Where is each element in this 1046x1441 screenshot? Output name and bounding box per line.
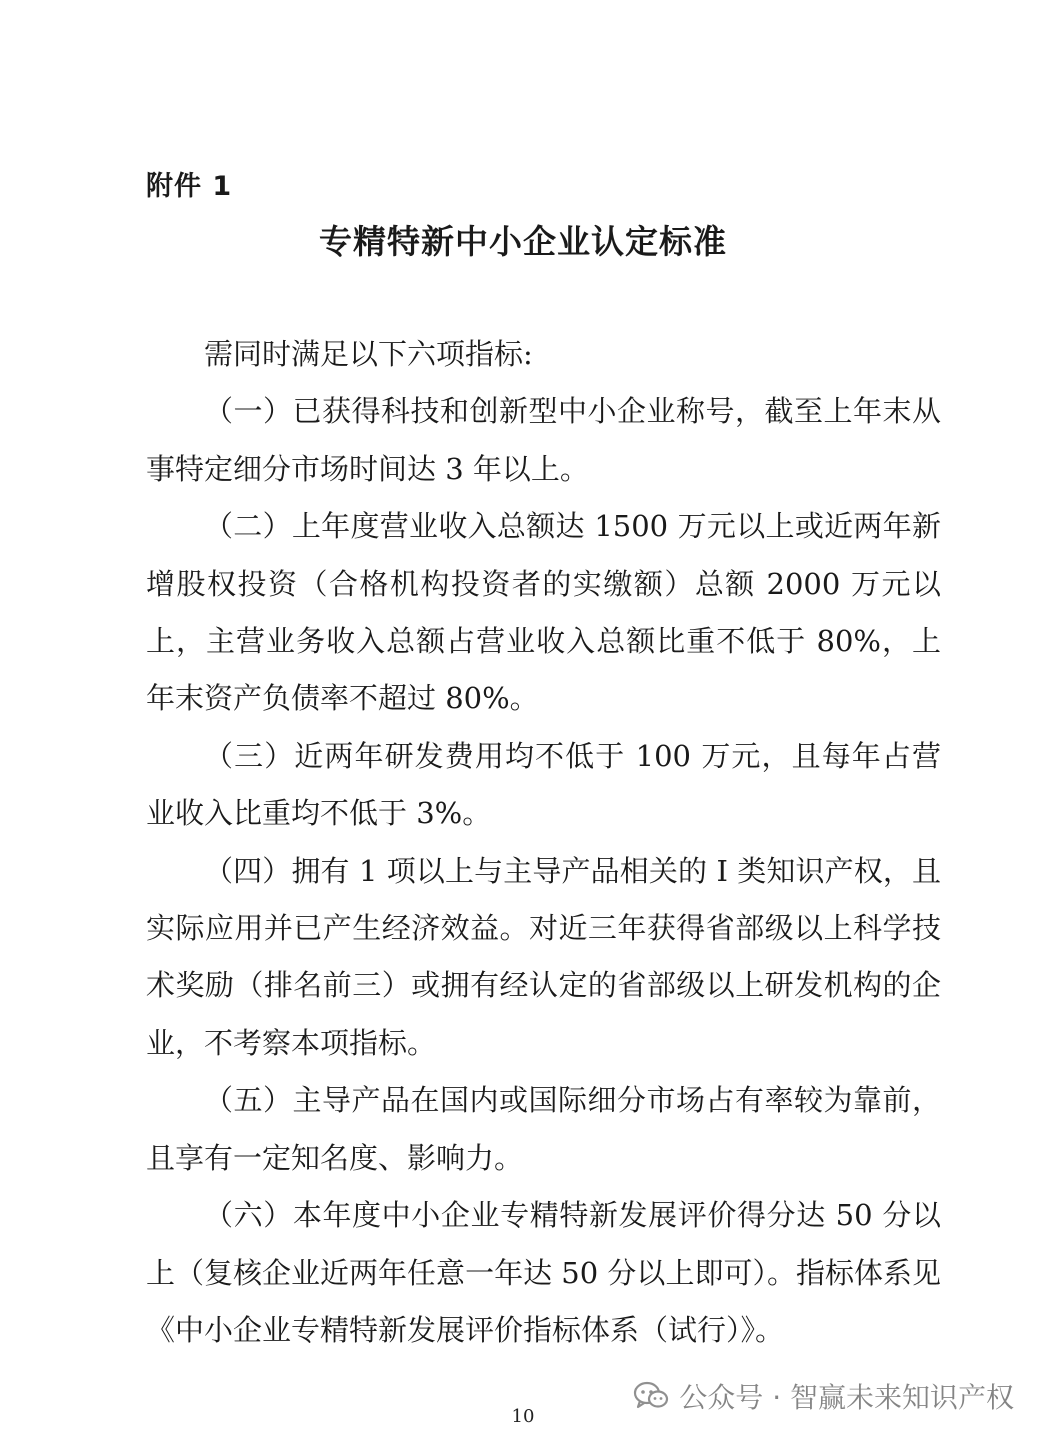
criterion-paragraph-1: （一）已获得科技和创新型中小企业称号，截至上年末从事特定细分市场时间达 3 年以上。 <box>146 394 941 486</box>
criterion-paragraph-2: （二）上年度营业收入总额达 1500 万元以上或近两年新增股权投资（合格机构投资者的实缴额）总额 2000 万元以上，主营业务收入总额占营业收入总额比重不低于 80%，上年末资产负债率不超过 80%。 <box>146 509 941 716</box>
attachment-label: 附件 1 <box>146 171 233 202</box>
criterion-paragraph-4: （四）拥有 1 项以上与主导产品相关的 I 类知识产权，且实际应用并已产生经济效益。对近三年获得省部级以上科学技术奖励（排名前三）或拥有经认定的省部级以上研发机构的企业，不考察本项指标。 <box>146 853 941 1060</box>
intro-paragraph: 需同时满足以下六项指标: <box>204 337 533 371</box>
document-body <box>146 326 941 1359</box>
page-number: 10 <box>511 1406 535 1427</box>
criterion-paragraph-6: （六）本年度中小企业专精特新发展评价得分达 50 分以上（复核企业近两年任意一年达 50 分以上即可）。指标体系见《中小企业专精特新发展评价指标体系（试行）》。 <box>146 1198 941 1347</box>
criterion-paragraph-3: （三）近两年研发费用均不低于 100 万元，且每年占营业收入比重均不低于 3%。 <box>146 738 941 831</box>
document-title: 专精特新中小企业认定标准 <box>319 222 727 261</box>
watermark-text: 公众号 · 智赢未来知识产权 <box>679 1381 1014 1414</box>
criterion-paragraph-5: （五）主导产品在国内或国际细分市场占有率较为靠前，且享有一定知名度、影响力。 <box>146 1083 941 1175</box>
